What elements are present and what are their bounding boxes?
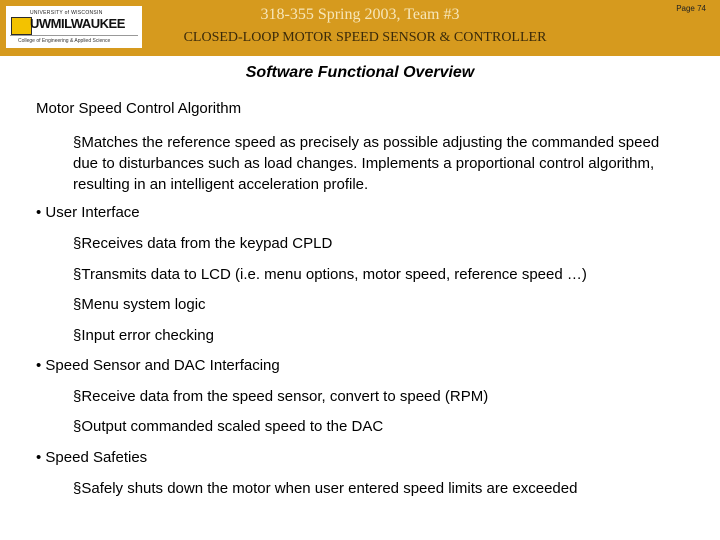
sub-bullet-item: §Receive data from the speed sensor, convert to speed (RPM) xyxy=(73,388,489,405)
logo-divider xyxy=(10,35,138,36)
bullet-item: • Speed Safeties xyxy=(36,449,148,466)
logo-name-text: UWMILWAUKEE xyxy=(30,16,125,31)
course-title: 318-355 Spring 2003, Team #3 xyxy=(260,6,460,23)
sub-bullet-item: §Receives data from the keypad CPLD xyxy=(73,235,333,252)
sub-bullet-item: §Menu system logic xyxy=(73,296,206,313)
project-subtitle: CLOSED-LOOP MOTOR SPEED SENSOR & CONTROLLER xyxy=(183,30,547,45)
bullet-item: Motor Speed Control Algorithm xyxy=(36,100,242,117)
bullet-item: • User Interface xyxy=(36,204,140,221)
university-logo xyxy=(6,6,142,48)
sub-bullet-item: §Transmits data to LCD (i.e. menu options, motor speed, reference speed …) xyxy=(73,266,587,283)
logo-mark-icon xyxy=(11,17,32,35)
sub-bullet-item: §Output commanded scaled speed to the DAC xyxy=(73,418,384,435)
bullet-item: • Speed Sensor and DAC Interfacing xyxy=(36,357,280,374)
page-number: Page 74 xyxy=(676,4,706,13)
sub-bullet-item: §Matches the reference speed as precisely as possible adjusting the commanded speed due to disturbances such as load changes. Implements a proportional control algorithm, resulting in an intelligent acceleration profile. xyxy=(73,134,660,193)
logo-university-text: UNIVERSITY of WISCONSIN xyxy=(30,10,103,16)
sub-bullet-item: §Input error checking xyxy=(73,327,214,344)
slide-heading: Software Functional Overview xyxy=(245,64,475,81)
sub-bullet-item: §Safely shuts down the motor when user entered speed limits are exceeded xyxy=(73,480,578,497)
header-bar xyxy=(0,0,720,56)
logo-college-text: College of Engineering & Applied Science xyxy=(18,38,111,44)
